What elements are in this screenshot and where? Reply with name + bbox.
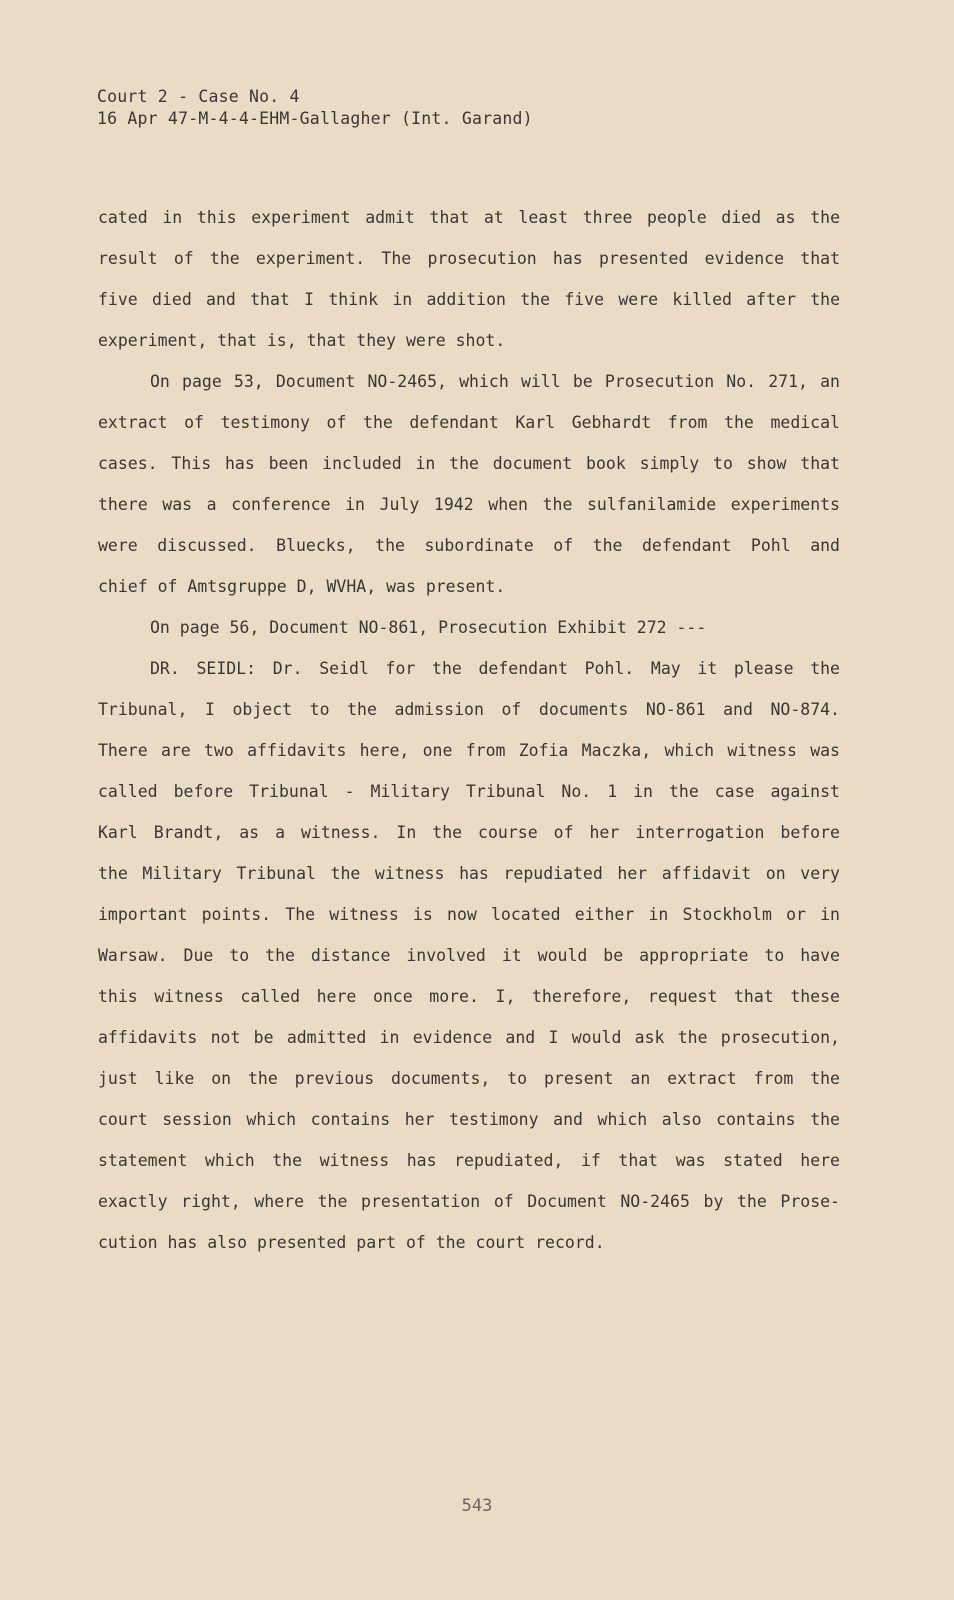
text-line: experiment, that is, that they were shot.: [98, 331, 506, 350]
text-line: chief of Amtsgruppe D, WVHA, was present.: [98, 577, 506, 596]
text-line: court session which contains her testimony and which also contains the: [98, 1110, 840, 1129]
header-date-line: 16 Apr 47-M-4-4-EHM-Gallagher (Int. Garand): [97, 109, 533, 128]
text-line: DR. SEIDL: Dr. Seidl for the defendant Pohl. May it please the: [150, 659, 840, 678]
text-line: On page 53, Document NO-2465, which will be Prosecution No. 271, an: [150, 372, 840, 391]
text-line: were discussed. Bluecks, the subordinate of the defendant Pohl and: [98, 536, 840, 555]
text-line: exactly right, where the presentation of Document NO-2465 by the Prose-: [98, 1192, 840, 1211]
text-line: cated in this experiment admit that at least three people died as the: [98, 208, 840, 227]
document-header: [97, 86, 533, 130]
text-line: the Military Tribunal the witness has repudiated her affidavit on very: [98, 864, 840, 883]
text-line: Karl Brandt, as a witness. In the course of her interrogation before: [98, 823, 840, 842]
text-line: cases. This has been included in the document book simply to show that: [98, 454, 840, 473]
header-case-line: Court 2 - Case No. 4: [97, 87, 300, 106]
text-line: cution has also presented part of the court record.: [98, 1233, 605, 1252]
text-line: important points. The witness is now located either in Stockholm or in: [98, 905, 840, 924]
text-line: result of the experiment. The prosecution has presented evidence that: [98, 249, 840, 268]
text-line: just like on the previous documents, to present an extract from the: [98, 1069, 840, 1088]
text-line: there was a conference in July 1942 when the sulfanilamide experiments: [98, 495, 840, 514]
text-line: There are two affidavits here, one from Zofia Maczka, which witness was: [98, 741, 840, 760]
text-line: Tribunal, I object to the admission of documents NO-861 and NO-874.: [98, 700, 840, 719]
text-line: five died and that I think in addition the five were killed after the: [98, 290, 840, 309]
text-line: extract of testimony of the defendant Karl Gebhardt from the medical: [98, 413, 840, 432]
text-line: this witness called here once more. I, therefore, request that these: [98, 987, 840, 1006]
text-line: Warsaw. Due to the distance involved it would be appropriate to have: [98, 946, 840, 965]
text-line: affidavits not be admitted in evidence and I would ask the prosecution,: [98, 1028, 840, 1047]
text-line: called before Tribunal - Military Tribunal No. 1 in the case against: [98, 782, 840, 801]
transcript-body: [98, 208, 840, 1274]
text-line: statement which the witness has repudiated, if that was stated here: [98, 1151, 840, 1170]
text-line: On page 56, Document NO-861, Prosecution Exhibit 272 ---: [150, 618, 707, 637]
page-number: 543: [461, 1496, 493, 1516]
